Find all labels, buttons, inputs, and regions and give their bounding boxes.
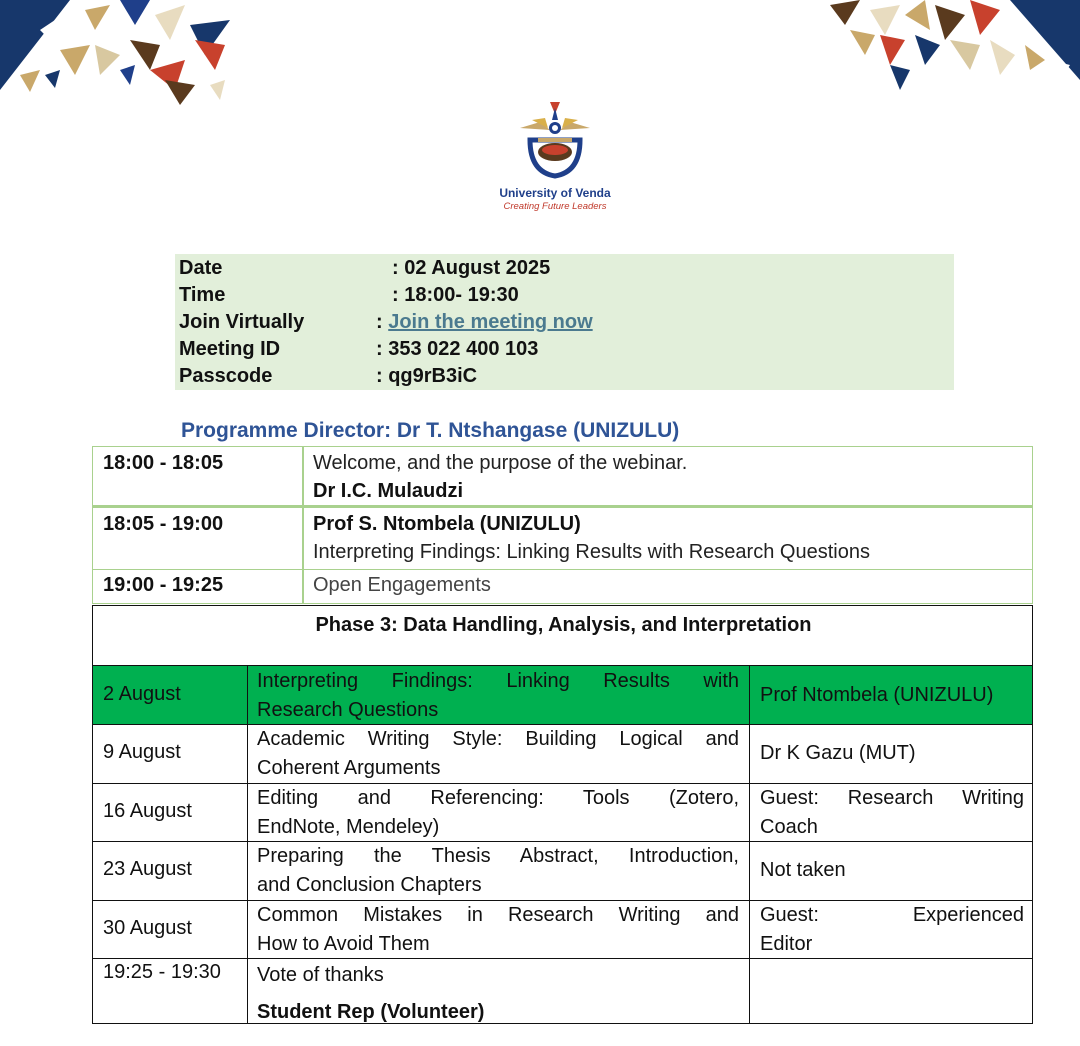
session-topic: Academic Writing Style: Building Logical and Coherent Arguments: [257, 728, 739, 779]
table-row-closing: [93, 958, 1032, 1023]
programme-director-heading: Programme Director: Dr T. Ntshangase (UNIZULU): [181, 419, 680, 442]
table-row: [93, 665, 1032, 725]
crest-icon: [510, 100, 600, 184]
details-label: Time: [179, 284, 226, 306]
corner-decoration-right: [830, 0, 1080, 110]
university-name: University of Venda: [499, 186, 611, 200]
schedule-description: Welcome, and the purpose of the webinar.: [313, 452, 688, 474]
meeting-details-box: [175, 254, 954, 390]
table-row: [93, 724, 1032, 784]
schedule-row: [92, 569, 1033, 604]
session-presenter: Guest: Research Writing Coach: [760, 787, 1024, 838]
details-label: Join Virtually: [179, 311, 305, 333]
session-topic: Preparing the Thesis Abstract, Introduction, and Conclusion Chapters: [257, 845, 739, 896]
table-row: [93, 900, 1032, 959]
session-date: 23 August: [103, 858, 192, 880]
schedule-time: 19:00 - 19:25: [103, 574, 224, 596]
session-topic: Common Mistakes in Research Writing and How to Avoid Them: [257, 904, 739, 955]
column-divider: [749, 665, 750, 1023]
session-presenter: Not taken: [760, 859, 846, 881]
session-presenter: Dr K Gazu (MUT): [760, 742, 916, 764]
university-tagline: Creating Future Leaders: [503, 201, 607, 212]
session-presenter: Prof Ntombela (UNIZULU): [760, 684, 994, 706]
schedule-row: [92, 446, 1033, 506]
schedule-time: 18:00 - 18:05: [103, 452, 224, 474]
table-row: [93, 841, 1032, 901]
closing-time: 19:25 - 19:30: [103, 961, 221, 983]
details-label: Passcode: [179, 365, 273, 387]
phase-title: Phase 3: Data Handling, Analysis, and Interpretation: [315, 614, 812, 636]
column-divider: [302, 447, 304, 505]
details-value: : 353 022 400 103: [376, 338, 539, 360]
schedule-presenter: Prof S. Ntombela (UNIZULU): [313, 513, 581, 535]
session-presenter: Guest: Experienced Editor: [760, 904, 1024, 955]
phase-table: [92, 605, 1033, 1024]
details-value: : 18:00- 19:30: [392, 284, 519, 306]
schedule-description: Open Engagements: [313, 574, 491, 596]
details-label: Date: [179, 257, 223, 279]
session-date: 2 August: [103, 683, 181, 705]
schedule-row: [92, 505, 1033, 570]
closing-item: Vote of thanks: [257, 964, 384, 986]
university-logo: [480, 100, 630, 218]
column-divider: [302, 508, 304, 569]
details-value-prefix: :: [376, 311, 389, 333]
table-row: [93, 783, 1032, 842]
corner-decoration-left: [0, 0, 250, 110]
details-value: : qg9rB3iC: [376, 365, 478, 387]
schedule-time: 18:05 - 19:00: [103, 513, 224, 535]
session-topic: Interpreting Findings: Linking Results with Research Questions: [257, 670, 739, 721]
session-topic: Editing and Referencing: Tools (Zotero, EndNote, Mendeley): [257, 787, 739, 838]
column-divider: [302, 570, 304, 603]
schedule-presenter: Dr I.C. Mulaudzi: [313, 480, 463, 502]
schedule-description: Interpreting Findings: Linking Results with Research Questions: [313, 541, 870, 563]
session-date: 9 August: [103, 741, 181, 763]
session-date: 16 August: [103, 800, 192, 822]
column-divider: [247, 665, 248, 1023]
details-label: Meeting ID: [179, 338, 281, 360]
closing-presenter: Student Rep (Volunteer): [257, 1001, 485, 1023]
session-date: 30 August: [103, 917, 192, 939]
details-value: : 02 August 2025: [392, 257, 551, 279]
join-meeting-link[interactable]: Join the meeting now: [388, 311, 593, 333]
